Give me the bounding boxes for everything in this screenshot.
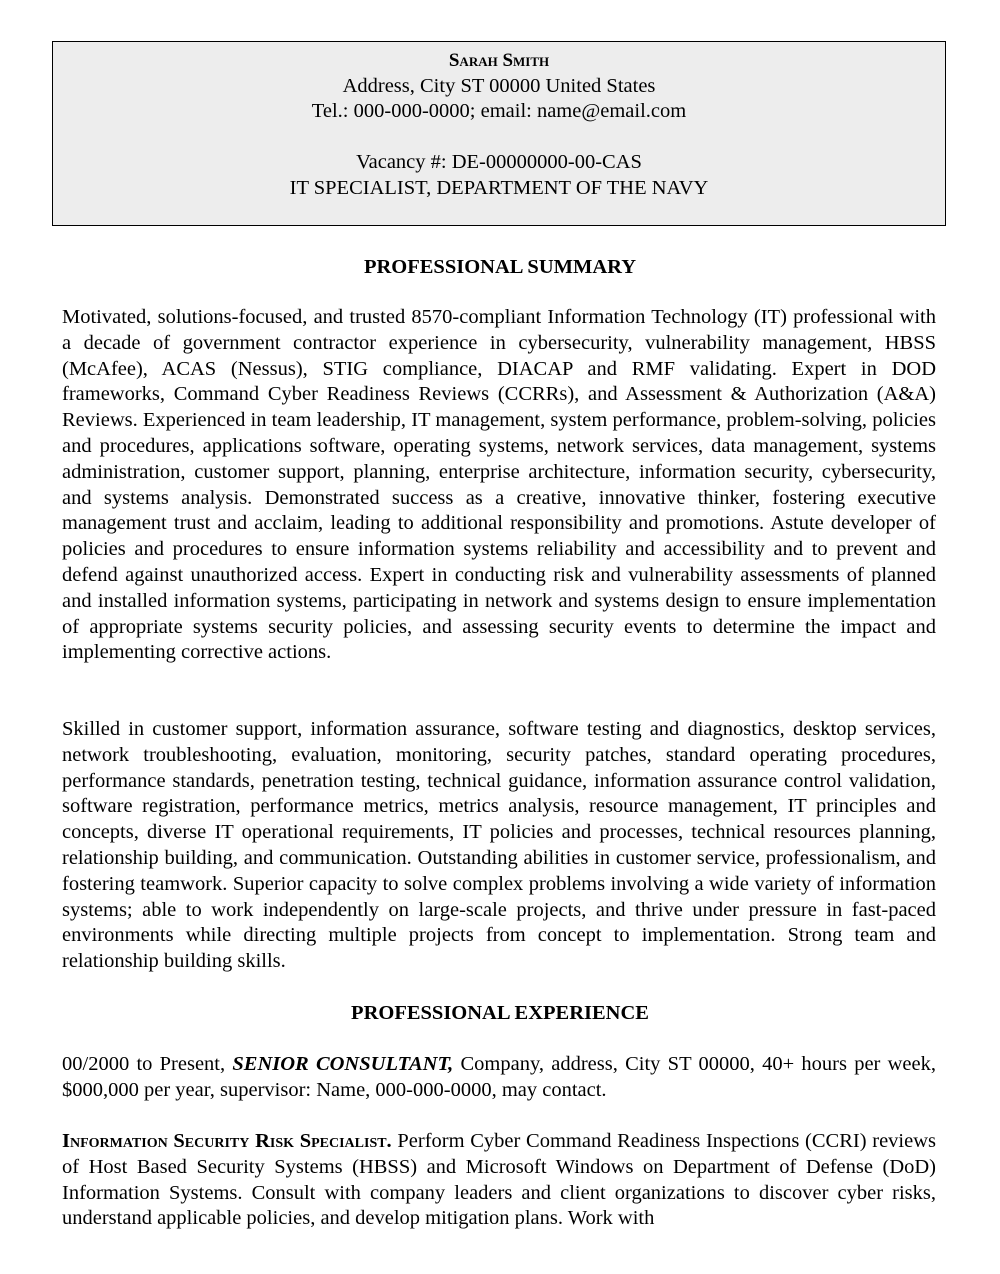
role-title: Information Security Risk Specialist. xyxy=(62,1130,392,1152)
candidate-address: Address, City ST 00000 United States xyxy=(342,74,656,97)
target-position: IT SPECIALIST, DEPARTMENT OF THE NAVY xyxy=(289,176,709,199)
job-details: Company, address, City ST 00000, 40+ hours per week, $000,000 per year, supervisor: Name, 000-000-0000, may contact. xyxy=(62,1053,937,1101)
summary-paragraph-1: Motivated, solutions-focused, and trusted 8570-compliant Information Technology (IT) professional with a decade of government contractor experience in cybersecurity, vulnerability management, HBSS (McAfee), ACAS (Nessus), STIG compliance, DIACAP and RMF validating. Expert in DOD frameworks, Command Cyber Readiness Reviews (CCRRs), and Assessment & Authorization (A&A) Reviews. Experienced in team leadership, IT management, system performance, problem-solving, policies and procedures, applications software, operating systems, network services, data management, systems administration, customer support, planning, enterprise architecture, information security, cybersecurity, and systems analysis. Demonstrated success as a creative, innovative thinker, fostering executive management trust and acclaim, leading to additional responsibility and promotions. Astute developer of policies and procedures to ensure information systems reliability and accessibility and to prevent and defend against unauthorized access. Expert in conducting risk and vulnerability assessments of planned and installed information systems, participating in network and systems design to ensure implementation of appropriate systems security policies, and assessing security events to determine the impact and implementing corrective actions. xyxy=(62,306,936,664)
job-dates: 00/2000 to Present, xyxy=(62,1053,226,1075)
candidate-name: Sarah Smith xyxy=(448,50,550,71)
job-title: SENIOR CONSULTANT, xyxy=(232,1053,454,1075)
summary-paragraph-2: Skilled in customer support, information assurance, software testing and diagnostics, desktop services, network troubleshooting, evaluation, monitoring, security patches, standard operating procedures, performance standards, penetration testing, technical guidance, information assurance control validation, software registration, performance metrics, metrics analysis, resource management, IT principles and concepts, diverse IT operational requirements, IT policies and processes, technical resources planning, relationship building, and communication. Outstanding abilities in customer service, professionalism, and fostering teamwork. Superior capacity to solve complex problems involving a wide variety of information systems; able to work independently on large-scale projects, and thrive under pressure in fast-paced environments while directing multiple projects from concept to implementation. Strong team and relationship building skills. xyxy=(62,718,936,973)
role-text: Perform Cyber Command Readiness Inspections (CCRI) reviews of Host Based Security Systems (HBSS) and Microsoft Windows on Department of Defense (DoD) Information Systems. Consult with company leaders and client organizations to discover cyber risks, understand applicable policies, and develop mitigation plans. Work with xyxy=(62,1130,936,1230)
resume-header xyxy=(52,41,946,226)
header-spacer xyxy=(53,125,945,151)
candidate-contact: Tel.: 000-000-0000; email: name@email.com xyxy=(311,100,687,122)
job-entry xyxy=(62,1052,936,1104)
summary-heading: PROFESSIONAL SUMMARY xyxy=(363,256,637,278)
experience-heading: PROFESSIONAL EXPERIENCE xyxy=(351,1002,649,1024)
vacancy-number: Vacancy #: DE-00000000-00-CAS xyxy=(356,151,642,173)
role-description xyxy=(62,1129,936,1232)
